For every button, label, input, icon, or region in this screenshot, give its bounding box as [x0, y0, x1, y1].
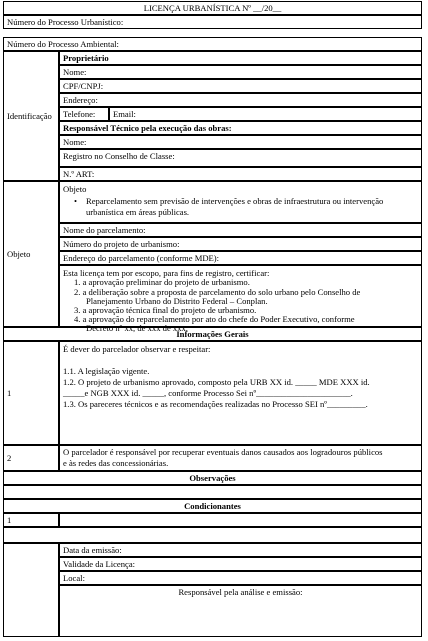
observacoes-field[interactable] — [3, 485, 422, 499]
item-1-2: 1.2. O projeto de urbanismo aprovado, composto pela URB XX id. _____ MDE XXX id. — [63, 377, 370, 387]
responsavel-tecnico-heading: Responsável Técnico pela execução das obras: — [59, 121, 422, 135]
art-number-field[interactable]: N.º ART: — [59, 167, 422, 181]
escopo-intro: Esta licença tem por escopo, para fins de registro, certificar: — [63, 268, 270, 278]
escopo-item-4-cont: Decreto nº xx, de xxx de xxx. — [86, 323, 188, 333]
informacoes-item-1-cell — [59, 341, 422, 445]
registro-conselho-field[interactable]: Registro no Conselho de Classe: — [59, 149, 422, 167]
processo-urbanistico-field[interactable]: Número do Processo Urbanístico: — [3, 15, 422, 29]
licenca-urbanistica-form — [4, 2, 423, 638]
condicionante-1-number: 1 — [3, 513, 59, 527]
emissao-left-cell — [3, 543, 59, 637]
informacoes-item-2-number — [3, 445, 59, 471]
objeto-label — [3, 181, 59, 327]
identificacao-label — [3, 51, 59, 181]
endereco-parcelamento-field[interactable]: Endereço do parcelamento (conforme MDE): — [59, 251, 422, 265]
validade-licenca-field[interactable]: Validade da Licença: — [59, 557, 422, 571]
proprietario-email-field[interactable]: Email: — [109, 107, 422, 121]
item-1-3: 1.3. Os pareceres técnicos e as recomendações realizadas no Processo SEI nº_________. — [63, 399, 368, 409]
objeto-label-text: Objeto — [7, 248, 31, 259]
item-1-1: 1.1. A legislação vigente. — [63, 366, 150, 376]
escopo-item-2-cont: Planejamento Urbano do Distrito Federal – Conplan. — [86, 296, 268, 306]
objeto-bullet-line-2: urbanística em áreas públicas. — [86, 207, 190, 217]
informacoes-item-2-number-text: 2 — [7, 452, 12, 463]
item-1-2-cont: _____e NGB XXX id. _____, conforme Processo Sei nº______________________. — [63, 388, 353, 398]
processo-ambiental-field[interactable]: Número do Processo Ambiental: — [3, 37, 422, 51]
proprietario-endereco-field[interactable]: Endereço: — [59, 93, 422, 107]
nome-parcelamento-field[interactable]: Nome do parcelamento: — [59, 223, 422, 237]
escopo-item-2: 2. a deliberação sobre a proposta de parcelamento do solo urbano pelo Conselho de — [74, 287, 361, 297]
responsavel-emissao-signature-cell[interactable]: Responsável pela análise e emissão: — [59, 585, 422, 637]
escopo-cell — [59, 265, 422, 333]
bullet-icon: • — [74, 196, 78, 206]
escopo-item-3: 3. a aprovação técnica final do projeto de urbanismo. — [74, 305, 257, 315]
objeto-description-cell — [59, 181, 422, 223]
informacoes-item-1-number-text: 1 — [7, 387, 12, 398]
data-emissao-field[interactable]: Data da emissão: — [59, 543, 422, 557]
observacoes-heading: Observações — [3, 471, 422, 485]
condicionantes-spacer-row — [3, 527, 422, 543]
proprietario-heading: Proprietário — [59, 51, 422, 65]
objeto-heading: Objeto — [63, 184, 87, 194]
informacoes-gerais-heading: Informações Gerais — [3, 327, 422, 341]
numero-projeto-field[interactable]: Número do projeto de urbanismo: — [59, 237, 422, 251]
document-title: LICENÇA URBANÍSTICA Nº __/20__ — [3, 1, 422, 15]
parcelador-responsavel-line-2: e às redes das concessionárias. — [63, 458, 169, 468]
responsavel-nome-field[interactable]: Nome: — [59, 135, 422, 149]
parcelador-responsavel-line-1: O parcelador é responsável por recuperar eventuais danos causados aos logradouros públicos — [63, 447, 383, 457]
identificacao-label-text: Identificação — [7, 110, 52, 121]
local-field[interactable]: Local: — [59, 571, 422, 585]
condicionantes-heading: Condicionantes — [3, 499, 422, 513]
dever-parcelador-line: É dever do parcelador observar e respeitar: — [63, 344, 211, 354]
proprietario-telefone-field[interactable]: Telefone: — [59, 107, 109, 121]
escopo-item-1: 1. a aprovação preliminar do projeto de urbanismo. — [74, 277, 250, 287]
objeto-bullet-line-1: Reparcelamento sem previsão de intervenções e obras de infraestrutura ou intervenção — [86, 196, 384, 206]
condicionante-1-field[interactable] — [59, 513, 422, 527]
proprietario-cpf-field[interactable]: CPF/CNPJ: — [59, 79, 422, 93]
escopo-item-4: 4. a aprovação do reparcelamento por ato do chefe do Poder Executivo, conforme — [74, 314, 355, 324]
informacoes-item-2-cell — [59, 445, 422, 471]
informacoes-item-1-number — [3, 341, 59, 445]
proprietario-nome-field[interactable]: Nome: — [59, 65, 422, 79]
